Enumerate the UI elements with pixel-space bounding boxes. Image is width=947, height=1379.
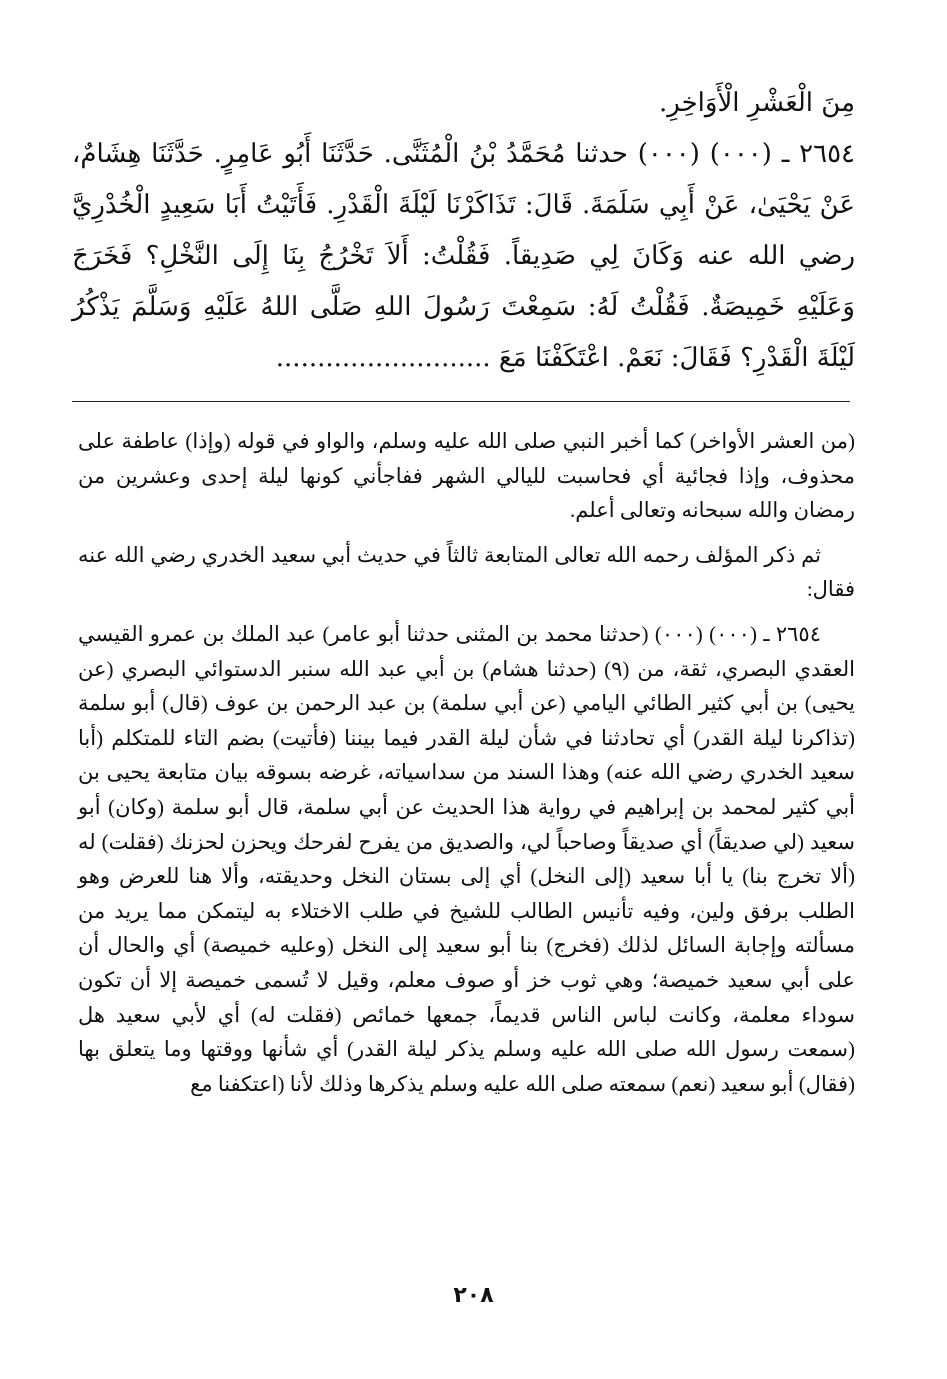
commentary-text bbox=[78, 424, 855, 1101]
commentary-paragraph: (من العشر الأواخر) كما أخبر النبي صلى الله عليه وسلم، والواو في قوله (وإذا) عاطفة على محذوف، وإذا فجائية أي فحاسبت لليالي الشهر ففاجأني كونها ليلة إحدى وعشرين من رمضان والله سبحانه وتعالى أعلم. bbox=[78, 429, 855, 523]
hadith-heading-line: مِنَ الْعَشْرِ الْأَوَاخِرِ. bbox=[659, 88, 855, 118]
page-number: ٢٠٨ bbox=[453, 1283, 494, 1308]
commentary-paragraph: ٢٦٥٤ ـ (٠٠٠) (٠٠٠) (حدثنا محمد بن المثنى حدثنا أبو عامر) عبد الملك بن عمرو القيسي العقدي البصري، ثقة، من (٩) (حدثنا هشام) بن أبي عبد الله سنبر الدستوائي البصري (عن يحيى) بن أبي كثير الطائي اليامي (عن أبي سلمة) بن عبد الرحمن بن عوف (قال) أبو سلمة (تذاكرنا ليلة القدر) أي تحادثنا في شأن ليلة القدر فيما بيننا (فأتيت) بضم التاء للمتكلم (أبا سعيد الخدري رضي الله عنه) وهذا السند من سداسياته، غرضه بسوقه بيان متابعة يحيى بن أبي كثير لمحمد بن إبراهيم في رواية هذا الحديث عن أبي سلمة، قال أبو سلمة (وكان) أبو سعيد (لي صديقاً) أي صديقاً وصاحباً لي، والصديق من يفرح لفرحك ويحزن لحزنك (فقلت) له (ألا تخرج بنا) يا أبا سعيد (إلى النخل) أي إلى بستان النخل وحديقته، وألا هنا للعرض وهو الطلب برفق ولين، وفيه تأنيس الطالب للشيخ في طلب الاختلاء به ليتمكن مما يريد من مسألته وإجابة السائل لذلك (فخرج) بنا أبو سعيد إلى النخل (وعليه خميصة) أي والحال أن على أبي سعيد خميصة؛ وهي ثوب خز أو صوف معلم، وقيل لا تُسمى خميصة إلا أن تكون سوداء معلمة، وكانت لباس الناس قديماً، جمعها خمائص (فقلت له) أي لأبي سعيد هل (سمعت رسول الله صلى الله عليه وسلم يذكر ليلة القدر) أي شأنها ووقتها وما يتعلق بها (فقال) أبو سعيد (نعم) سمعته صلى الله عليه وسلم يذكرها وذلك لأنا (اعتكفنا مع bbox=[78, 621, 855, 1096]
hadith-body: ٢٦٥٤ ـ (٠٠٠) (٠٠٠) حدثنا مُحَمَّدُ بْنُ الْمُثَنَّى. حَدَّثَنَا أَبُو عَامِرٍ. حَدَّثَنَا هِشَامٌ، عَنْ يَحْيَىٰ، عَنْ أَبِي سَلَمَةَ. قَالَ: تَذَاكَرْنَا لَيْلَةَ الْقَدْرِ. فَأَتَيْتُ أَبَا سَعِيدٍ الْخُدْرِيَّ رضي الله عنه وَكَانَ لِي صَدِيقاً. فَقُلْتُ: أَلاَ تَخْرُجُ بِنَا إِلَى النَّخْلِ؟ فَخَرَجَ وَعَلَيْهِ خَمِيصَةٌ. فَقُلْتُ لَهُ: سَمِعْتَ رَسُولَ اللهِ صَلَّى اللهُ عَلَيْهِ وَسَلَّمَ يَذْكُرُ لَيْلَةَ الْقَدْرِ؟ فَقَالَ: نَعَمْ. اعْتَكَفْنَا مَعَ .......................... bbox=[72, 139, 855, 373]
footnote-divider bbox=[72, 401, 850, 402]
hadith-text bbox=[72, 78, 855, 384]
commentary-paragraph: ثم ذكر المؤلف رحمه الله تعالى المتابعة ثالثاً في حديث أبي سعيد الخدري رضي الله عنه فقال: bbox=[78, 542, 855, 602]
